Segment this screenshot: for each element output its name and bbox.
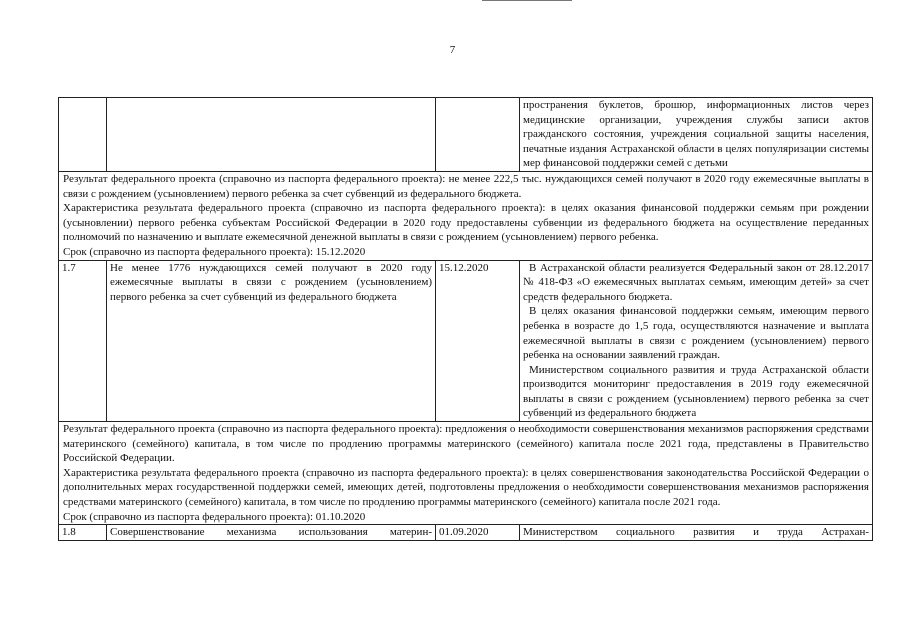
federal-result-text: Результат федерального проекта (справочно из паспорта федерального проекта): предложения о необходимости совершенствования механизмов распоряжения средствами материнского (семейного) капитала, в том числе по продлению программы материнского (семейного) капитала после 2021 года, представлены в Правительство Российской Федерации. xyxy=(63,423,869,465)
federal-characteristic-text: Характеристика результата федерального проекта (справочно из паспорта федерального проекта): в целях оказания финансовой поддержки семьям при рождении (усыновлении) первого ребенка субъектам Российской Федерации в 2020 году предоставлены субвенции из федерального бюджета на осуществление переданных полномочий по назначению и выплате ежемесячной денежной выплаты в связи с рождением (усыновлением) первого ребенка. xyxy=(63,202,869,244)
federal-deadline-text: Срок (справочно из паспорта федерального проекта): 01.10.2020 xyxy=(63,510,366,523)
note-paragraph: Министерством социального развития и труда Астраханской области производится мониторинг предоставления в 2019 году ежемесячной выплаты в связи с рождением (усыновлением) первого ребенка за счет субвенций из федерального бюджета xyxy=(523,363,869,420)
page-number: 7 xyxy=(449,44,456,56)
cell-date: 01.09.2020 xyxy=(436,525,520,541)
table-row-continuation xyxy=(59,98,873,172)
top-rule xyxy=(482,0,572,1)
cell-date-empty xyxy=(436,98,520,172)
cell-note: Министерством социального развития и труда Астрахан- xyxy=(520,525,873,541)
federal-result-cell-1 xyxy=(59,171,873,260)
cell-number: 1.7 xyxy=(59,260,107,422)
cell-date: 15.12.2020 xyxy=(436,260,520,422)
cell-number: 1.8 xyxy=(59,525,107,541)
cell-description: Совершенствование механизма использования материн- xyxy=(107,525,436,541)
federal-result-text: Результат федерального проекта (справочно из паспорта федерального проекта): не менее 222,5 тыс. нуждающихся семей получают в 2020 году ежемесячные выплаты в связи с рождением (усыновлением) первого ребенка за счет субвенций из федерального бюджета. xyxy=(63,172,869,200)
cell-description-empty xyxy=(107,98,436,172)
federal-deadline-text: Срок (справочно из паспорта федерального проекта): 15.12.2020 xyxy=(63,245,366,258)
cell-note: пространения буклетов, брошюр, информационных листов через медицинские организации, учреждения службы записи актов гражданского состояния, учреждения социальной защиты населения, печатные издания Астраханской области в целях популяризации системы мер финансовой поддержки семей с детьми xyxy=(520,98,873,172)
federal-result-block-2 xyxy=(59,422,873,525)
cell-note xyxy=(520,260,873,422)
federal-result-block-1 xyxy=(59,171,873,260)
federal-result-cell-2 xyxy=(59,422,873,525)
note-paragraph: В Астраханской области реализуется Федеральный закон от 28.12.2017 № 418-ФЗ «О ежемесячных выплатах семьям, имеющим детей» за счет средств федерального бюджета. xyxy=(523,261,869,303)
cell-description: Не менее 1776 нуждающихся семей получают в 2020 году ежемесячные выплаты в связи с рождением (усыновлением) первого ребенка за счет субвенций из федерального бюджета xyxy=(107,260,436,422)
cell-number-empty xyxy=(59,98,107,172)
note-paragraph: В целях оказания финансовой поддержки семьям, имеющим первого ребенка в возрасте до 1,5 года, осуществляются назначение и выплата ежемесячной выплаты в связи с рождением (усыновлением) первого ребенка на основании заявлений граждан. xyxy=(523,305,869,362)
activities-table xyxy=(58,97,873,541)
table-row-1-7 xyxy=(59,260,873,422)
federal-characteristic-text: Характеристика результата федерального проекта (справочно из паспорта федерального проекта): в целях совершенствования законодательства Российской Федерации о дополнительных мерах государственной поддержки семей, имеющих детей, подготовлены предложения о необходимости совершенствования механизмов распоряжения средствами материнского (семейного) капитала, в том числе по продлению программы материнского (семейного) капитала после 2021 года. xyxy=(63,466,869,509)
table-row-1-8 xyxy=(59,525,873,541)
